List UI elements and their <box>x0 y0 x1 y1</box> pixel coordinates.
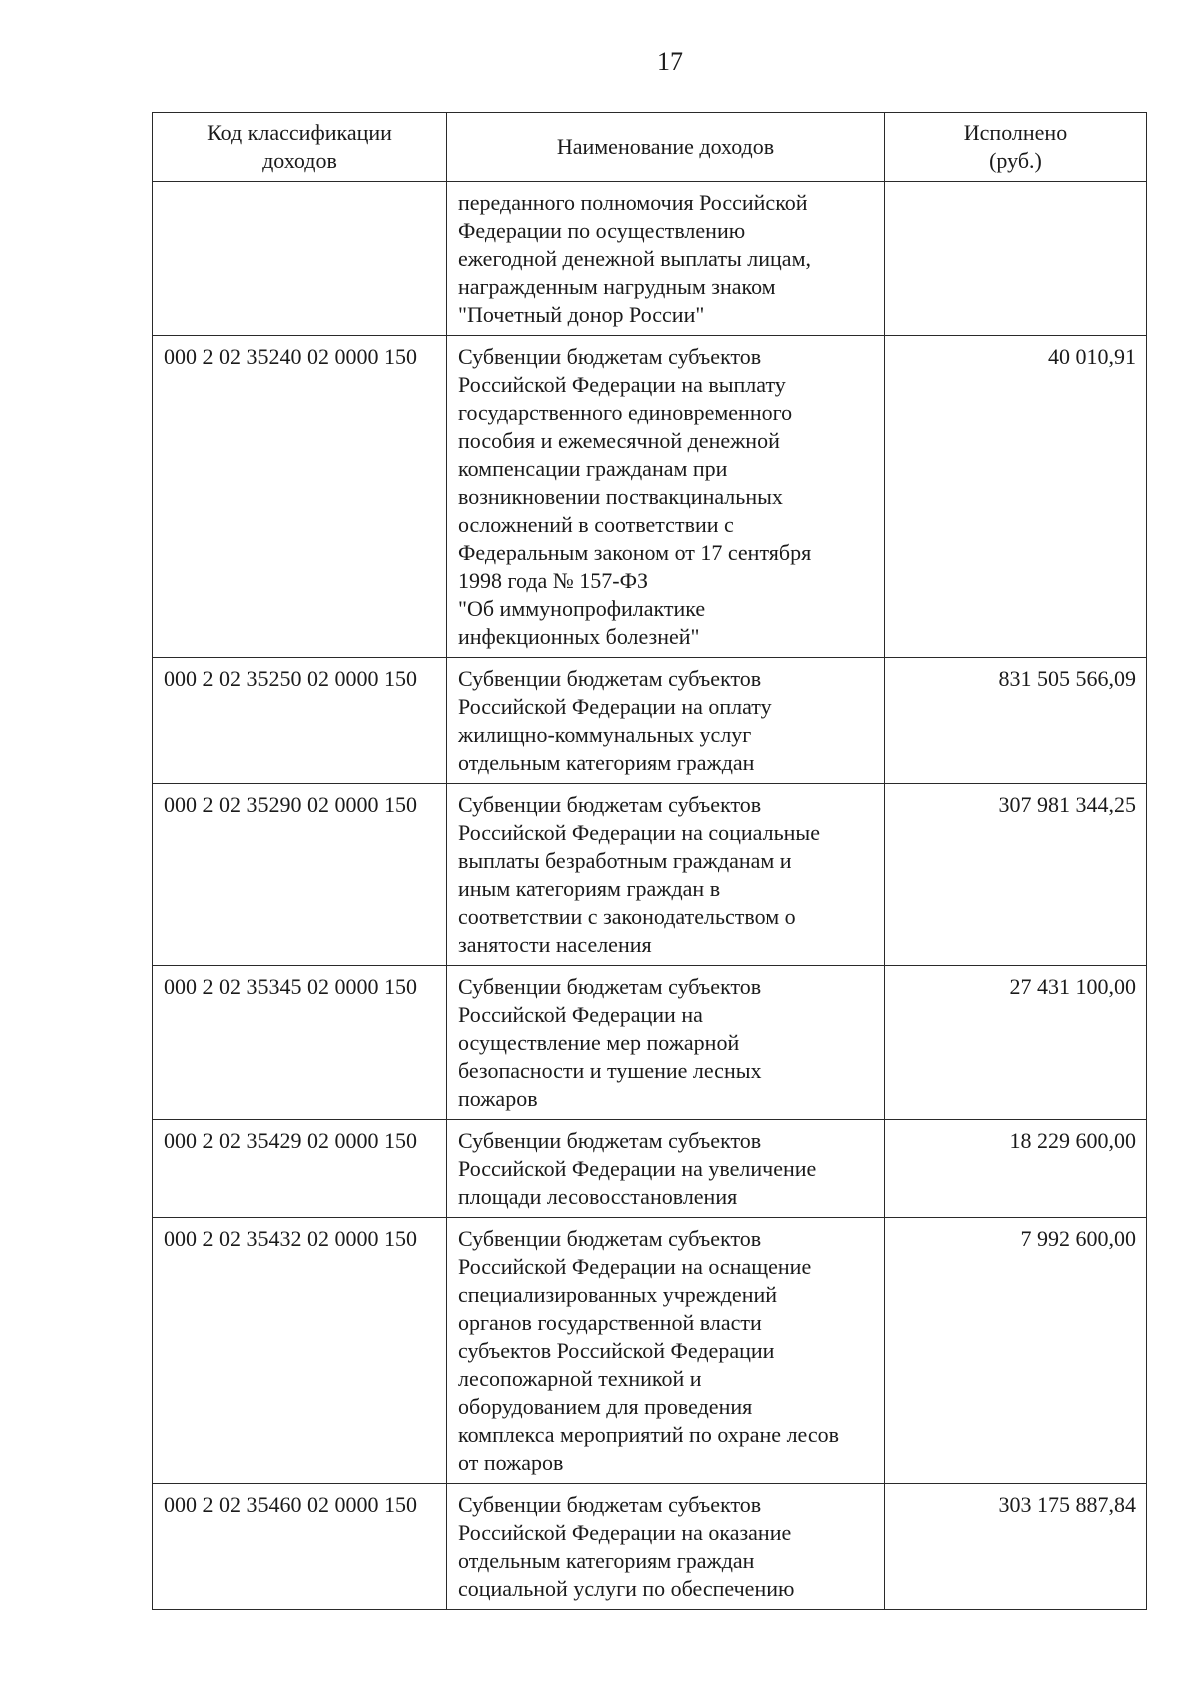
income-name-line: "Об иммунопрофилактике <box>458 596 706 621</box>
income-name-line: Российской Федерации на <box>458 1002 703 1027</box>
income-name-line: Субвенции бюджетам субъектов <box>458 1492 762 1517</box>
table-row <box>153 658 1147 784</box>
income-name-line: Российской Федерации на оплату <box>458 694 772 719</box>
income-name-line: Субвенции бюджетам субъектов <box>458 1128 762 1153</box>
table-row <box>153 1120 1147 1218</box>
income-name-line: Субвенции бюджетам субъектов <box>458 344 762 369</box>
income-name <box>447 1120 885 1218</box>
income-name-line: 1998 года № 157-ФЗ <box>458 568 649 593</box>
income-name-line: компенсации гражданам при <box>458 456 728 481</box>
header-name-line: Наименование доходов <box>556 134 775 159</box>
income-name <box>447 1218 885 1484</box>
income-name-line: занятости населения <box>458 932 652 957</box>
income-name-line: комплекса мероприятий по охране лесов <box>458 1422 840 1447</box>
income-name-line: Субвенции бюджетам субъектов <box>458 792 762 817</box>
income-name-line: площади лесовосстановления <box>458 1184 738 1209</box>
header-name <box>447 113 885 182</box>
classification-code: 000 2 02 35250 02 0000 150 <box>153 658 447 784</box>
classification-code: 000 2 02 35345 02 0000 150 <box>153 966 447 1120</box>
executed-amount: 303 175 887,84 <box>885 1484 1147 1610</box>
income-name-line: осложнений в соответствии с <box>458 512 734 537</box>
income-name-line: жилищно-коммунальных услуг <box>458 722 752 747</box>
income-name <box>447 784 885 966</box>
income-name-line: ежегодной денежной выплаты лицам, <box>458 246 811 271</box>
income-name-line: Федерации по осуществлению <box>458 218 746 243</box>
income-name-line: Российской Федерации на социальные <box>458 820 820 845</box>
classification-code: 000 2 02 35432 02 0000 150 <box>153 1218 447 1484</box>
income-name-line: выплаты безработным гражданам и <box>458 848 792 873</box>
income-name <box>447 336 885 658</box>
income-name-line: органов государственной власти <box>458 1310 762 1335</box>
table-row <box>153 1484 1147 1610</box>
executed-amount: 307 981 344,25 <box>885 784 1147 966</box>
income-name-line: Российской Федерации на увеличение <box>458 1156 817 1181</box>
classification-code: 000 2 02 35240 02 0000 150 <box>153 336 447 658</box>
income-name-line: осуществление мер пожарной <box>458 1030 740 1055</box>
income-name-line: безопасности и тушение лесных <box>458 1058 762 1083</box>
classification-code: 000 2 02 35290 02 0000 150 <box>153 784 447 966</box>
income-name-line: отдельным категориям граждан <box>458 750 755 775</box>
executed-amount: 7 992 600,00 <box>885 1218 1147 1484</box>
header-amount <box>885 113 1147 182</box>
income-name-line: государственного единовременного <box>458 400 793 425</box>
income-name-line: переданного полномочия Российской <box>458 190 808 215</box>
income-name-line: Российской Федерации на оказание <box>458 1520 792 1545</box>
income-name-line: возникновении поствакцинальных <box>458 484 783 509</box>
classification-code: 000 2 02 35460 02 0000 150 <box>153 1484 447 1610</box>
income-name <box>447 658 885 784</box>
income-name-line: оборудованием для проведения <box>458 1394 753 1419</box>
income-name-line: Субвенции бюджетам субъектов <box>458 974 762 999</box>
header-code <box>153 113 447 182</box>
income-name-line: пособия и ежемесячной денежной <box>458 428 780 453</box>
income-name-line: социальной услуги по обеспечению <box>458 1576 795 1601</box>
income-name <box>447 1484 885 1610</box>
classification-code: 000 2 02 35429 02 0000 150 <box>153 1120 447 1218</box>
table-row <box>153 784 1147 966</box>
page-number: 17 <box>657 47 683 76</box>
executed-amount: 831 505 566,09 <box>885 658 1147 784</box>
income-name <box>447 182 885 336</box>
classification-code <box>153 182 447 336</box>
table-row <box>153 1218 1147 1484</box>
table-row <box>153 336 1147 658</box>
header-code-line: доходов <box>262 148 337 173</box>
income-name-line: Российской Федерации на выплату <box>458 372 786 397</box>
income-name-line: отдельным категориям граждан <box>458 1548 755 1573</box>
income-name-line: Субвенции бюджетам субъектов <box>458 1226 762 1251</box>
income-name-line: лесопожарной техникой и <box>458 1366 702 1391</box>
header-amount-line: Исполнено <box>963 120 1068 145</box>
header-amount-line: (руб.) <box>989 148 1042 173</box>
income-name-line: от пожаров <box>458 1450 564 1475</box>
table-body <box>153 182 1147 1610</box>
income-name-line: "Почетный донор России" <box>458 302 705 327</box>
income-name-line: инфекционных болезней" <box>458 624 700 649</box>
income-name-line: субъектов Российской Федерации <box>458 1338 775 1363</box>
income-name-line: соответствии с законодательством о <box>458 904 796 929</box>
income-name-line: Российской Федерации на оснащение <box>458 1254 812 1279</box>
income-name-line: Субвенции бюджетам субъектов <box>458 666 762 691</box>
table-row <box>153 182 1147 336</box>
table-row <box>153 966 1147 1120</box>
income-name <box>447 966 885 1120</box>
income-name-line: иным категориям граждан в <box>458 876 721 901</box>
executed-amount <box>885 182 1147 336</box>
income-name-line: пожаров <box>458 1086 538 1111</box>
table-header-row <box>153 113 1147 182</box>
income-table <box>152 112 1147 1610</box>
executed-amount: 18 229 600,00 <box>885 1120 1147 1218</box>
header-code-line: Код классификации <box>207 120 392 145</box>
income-name-line: награжденным нагрудным знаком <box>458 274 776 299</box>
income-name-line: специализированных учреждений <box>458 1282 778 1307</box>
executed-amount: 40 010,91 <box>885 336 1147 658</box>
income-name-line: Федеральным законом от 17 сентября <box>458 540 812 565</box>
executed-amount: 27 431 100,00 <box>885 966 1147 1120</box>
